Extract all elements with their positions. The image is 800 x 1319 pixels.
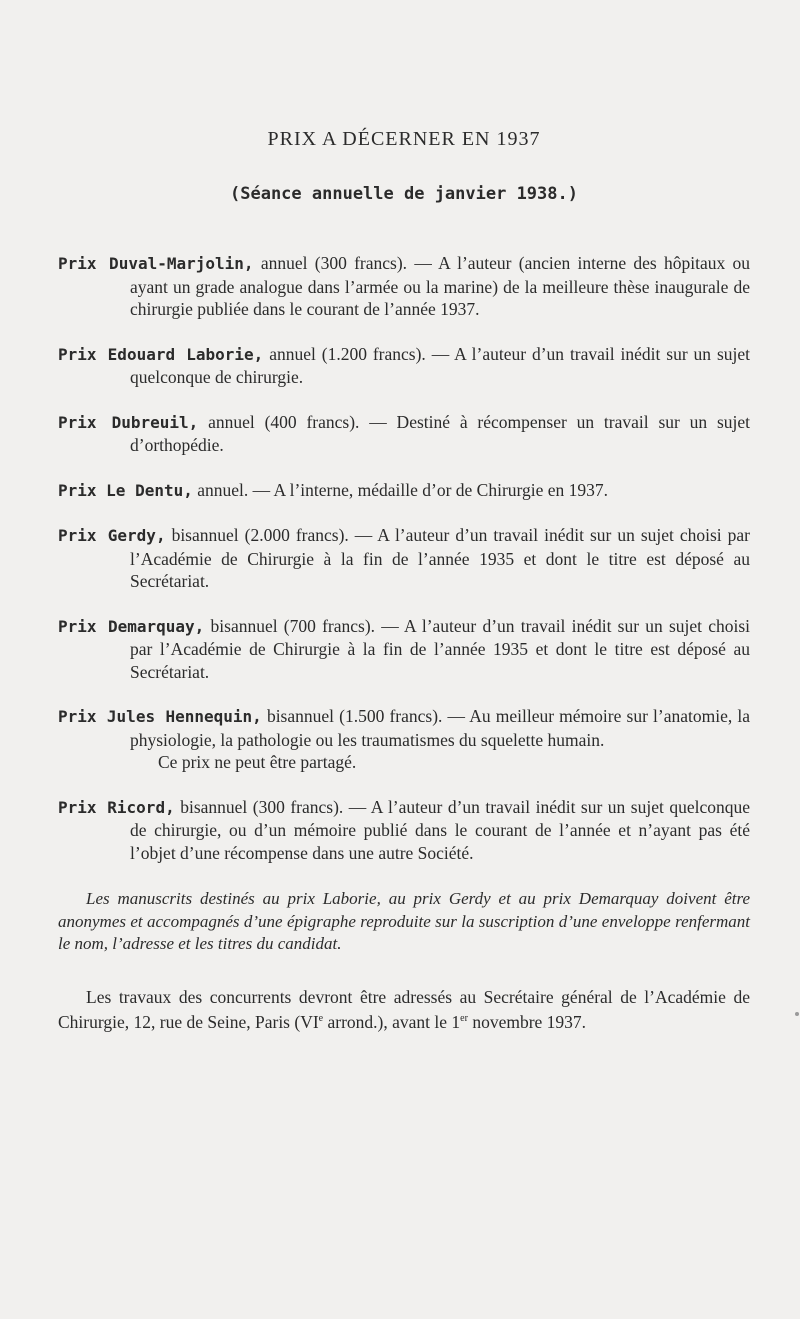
prize-entry-le-dentu xyxy=(58,479,750,503)
prize-name: Prix Le Dentu, xyxy=(58,480,193,500)
prize-description: annuel (400 francs). — Destiné à récompenser un travail sur un sujet d’orthopédie. xyxy=(130,411,751,455)
superscript-er: er xyxy=(460,1013,468,1024)
prize-description: annuel (1.200 francs). — A l’auteur d’un travail inédit sur un sujet quelconque de chirurgie. xyxy=(130,343,750,387)
prize-note: Ce prix ne peut être partagé. xyxy=(158,752,357,772)
prize-name: Prix Dubreuil, xyxy=(58,412,199,432)
prize-description: bisannuel (300 francs). — A l’auteur d’un travail inédit sur un sujet quelconque de chirurgie, ou d’un mémoire publié dans le courant de l’année et n’ayant pas été l’objet d’une récompense dans une autre Société. xyxy=(130,796,750,863)
prize-description: bisannuel (2.000 francs). — A l’auteur d’un travail inédit sur un sujet choisi par l’Académie de Chirurgie à la fin de l’année 1935 et dont le titre est déposé au Secrétariat. xyxy=(130,525,750,591)
page-title: PRIX A DÉCERNER EN 1937 xyxy=(267,128,541,150)
prize-entry-hennequin xyxy=(58,705,750,774)
prize-name: Prix Jules Hennequin, xyxy=(58,707,262,726)
superscript-e: e xyxy=(318,1013,324,1024)
prize-name: Prix Demarquay, xyxy=(58,616,205,636)
prize-name: Prix Ricord, xyxy=(58,797,175,817)
margin-dot xyxy=(795,1012,799,1016)
page-subtitle: (Séance annuelle de janvier 1938.) xyxy=(230,184,578,204)
manuscript-note: Les manuscrits destinés au prix Laborie, au prix Gerdy et au prix Demarquay doivent être anonymes et accompagnés d’une épigraphe reproduite sur la suscription d’une enveloppe renfermant le nom, l’adresse et les titres du candidat. xyxy=(58,889,750,953)
prize-entry-demarquay xyxy=(58,615,750,684)
prize-entry-gerdy xyxy=(58,524,750,593)
submission-text-end: novembre 1937. xyxy=(467,1011,587,1032)
document-page xyxy=(58,0,750,1319)
prize-name: Prix Gerdy, xyxy=(58,526,166,545)
prize-name: Prix Duval-Marjolin, xyxy=(58,254,254,273)
prize-description: bisannuel (1.500 francs). — Au meilleur mémoire sur l’anatomie, la physiologie, la pathologie ou les traumatismes du squelette humain. xyxy=(130,706,750,750)
prize-name: Prix Edouard Laborie, xyxy=(58,344,264,364)
prize-entry-duval-marjolin xyxy=(58,252,750,321)
prize-entry-ricord xyxy=(58,796,750,865)
prize-list xyxy=(58,252,750,1033)
prize-description: bisannuel (700 francs). — A l’auteur d’un travail inédit sur un sujet choisi par l’Académie de Chirurgie à la fin de l’année 1935 et dont le titre est déposé au Secrétariat. xyxy=(130,615,751,682)
prize-entry-laborie xyxy=(58,343,750,389)
submission-text-middle: arrond.), avant le 1 xyxy=(323,1011,461,1032)
submission-note xyxy=(58,986,750,1034)
submission-text-start: Les travaux des concurrents devront être adressés au Secrétaire général de l’Académie de Chirurgie, 12, rue de Seine, Paris (VI xyxy=(58,986,750,1032)
prize-description: annuel. — A l’interne, médaille d’or de Chirurgie en 1937. xyxy=(192,479,609,500)
prize-entry-dubreuil xyxy=(58,411,750,457)
prize-description: annuel (300 francs). — A l’auteur (ancien interne des hôpitaux ou ayant un grade analogue dans l’armée ou la marine) de la meilleure thèse inaugurale de chirurgie publiée dans le courant de l’année 1937. xyxy=(130,253,751,319)
